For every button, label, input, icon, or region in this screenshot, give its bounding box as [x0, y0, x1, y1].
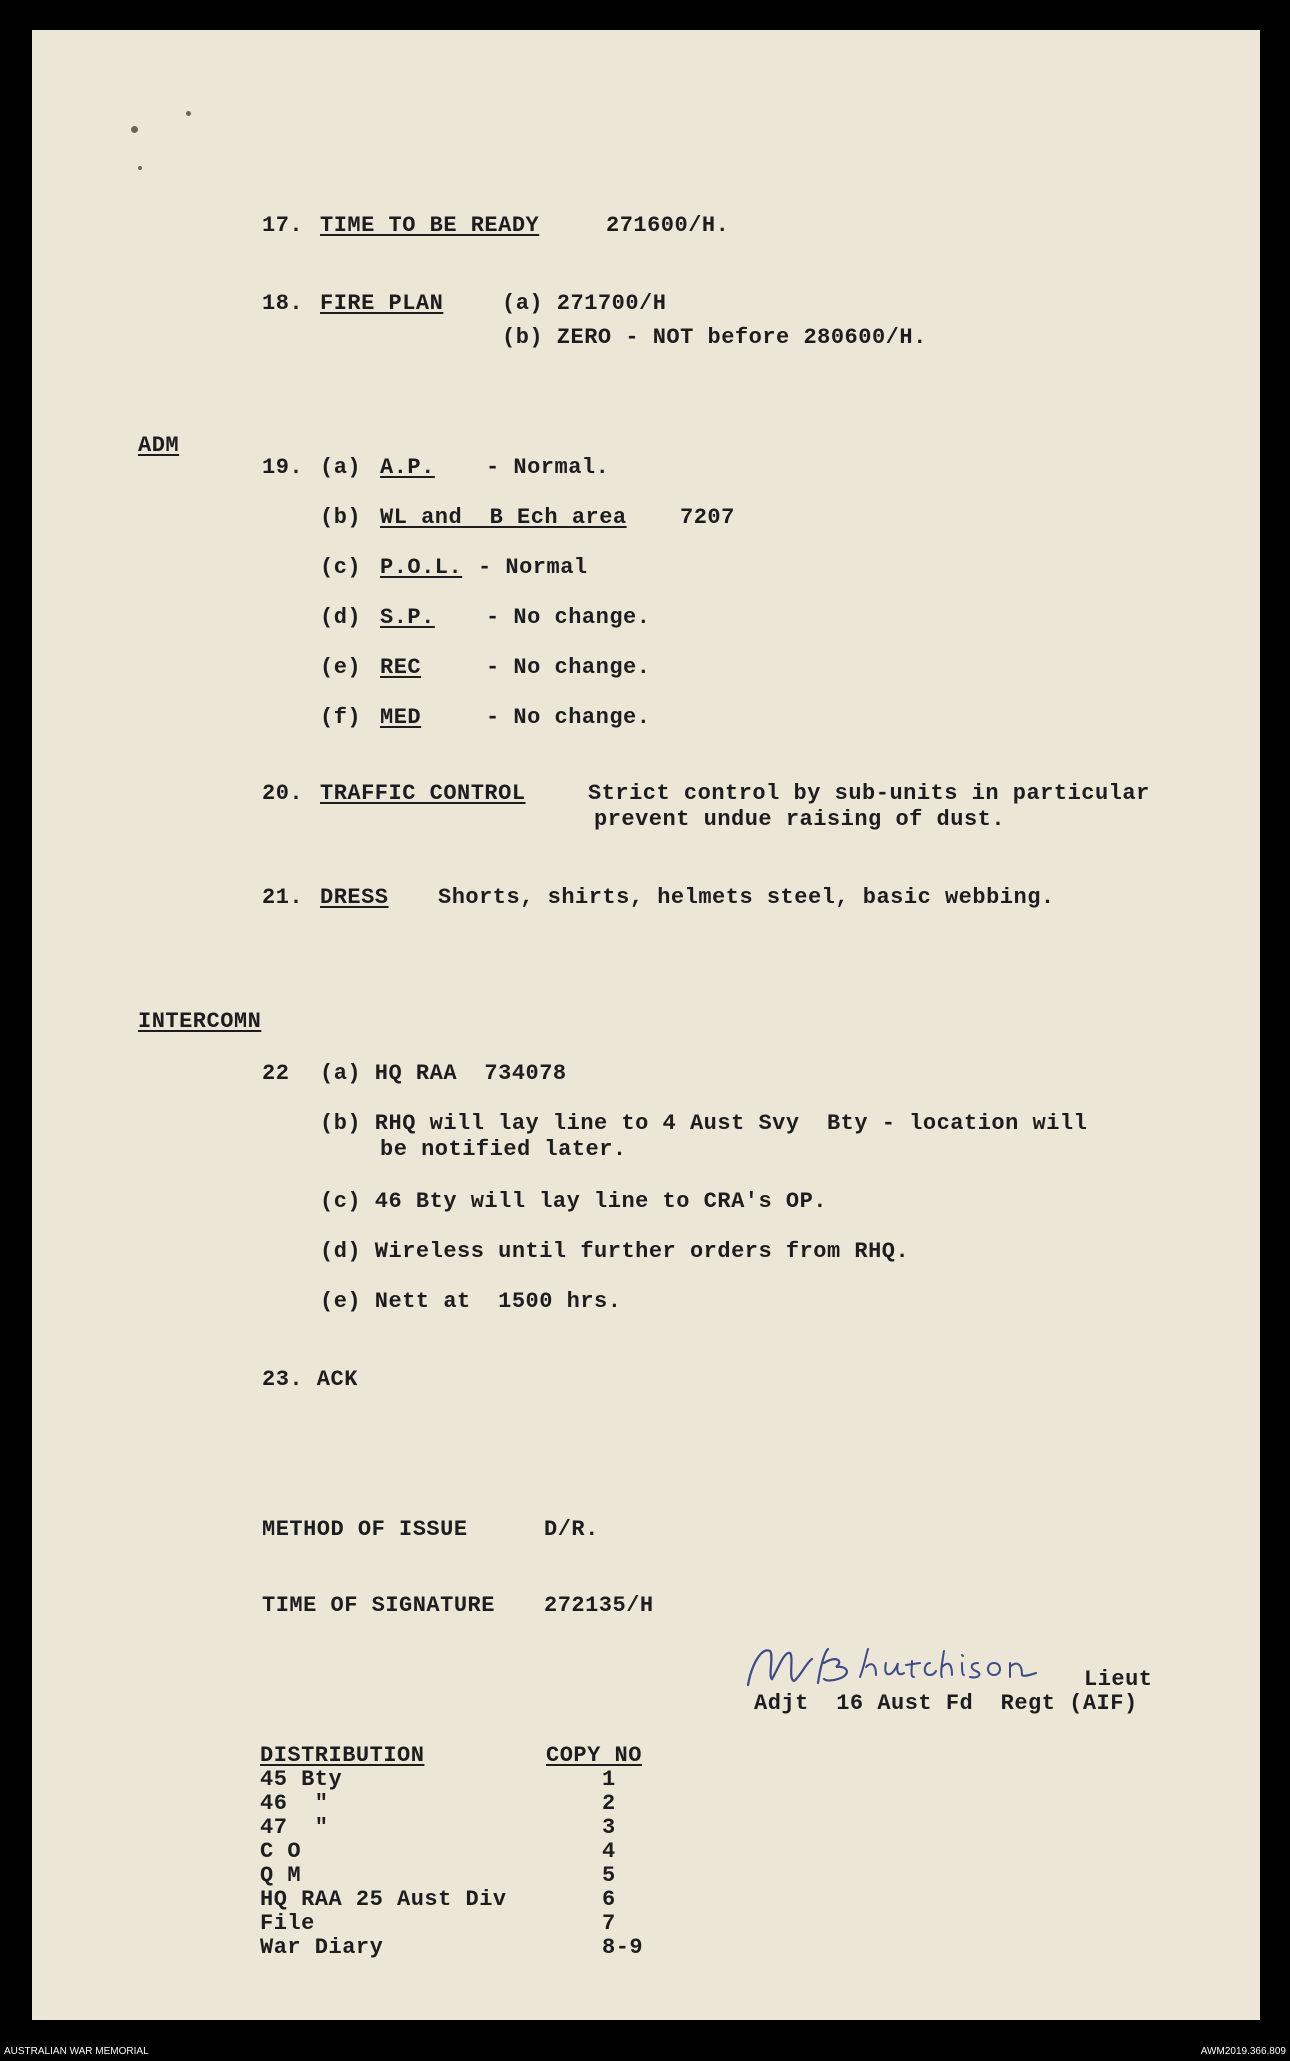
paper-blemish: [131, 126, 138, 133]
distribution-copy-number: 7: [602, 1911, 616, 1936]
item-17-number: 17.: [262, 213, 304, 238]
item-22-number: 22: [262, 1061, 290, 1086]
item-20-number: 20.: [262, 781, 304, 806]
item-19c-heading: P.O.L.: [380, 555, 463, 580]
item-19d-label: (d): [320, 605, 362, 630]
distribution-copy-number: 2: [602, 1791, 616, 1816]
item-19c-value: - Normal: [478, 555, 588, 580]
copy-no-header: COPY NO: [546, 1743, 642, 1768]
item-20-line2: prevent undue raising of dust.: [594, 807, 1006, 832]
distribution-header: DISTRIBUTION: [260, 1743, 425, 1768]
paper-blemish: [186, 111, 191, 116]
item-19a-heading: A.P.: [380, 455, 435, 480]
item-19b-label: (b): [320, 505, 362, 530]
item-18-heading: FIRE PLAN: [320, 291, 444, 316]
item-17-heading: TIME TO BE READY: [320, 213, 540, 238]
item-18-a: (a) 271700/H: [502, 291, 667, 316]
item-21-number: 21.: [262, 885, 304, 910]
item-19a-value: - Normal.: [486, 455, 610, 480]
item-19f-value: - No change.: [486, 705, 651, 730]
item-21-heading: DRESS: [320, 885, 389, 910]
item-19b-value: 7207: [680, 505, 735, 530]
paper-blemish: [138, 166, 142, 170]
item-22b-line2: be notified later.: [380, 1137, 627, 1162]
item-19e-label: (e): [320, 655, 362, 680]
footer-accession-number: AWM2019.366.809: [1200, 2046, 1286, 2057]
item-23: 23. ACK: [262, 1367, 358, 1392]
time-of-signature-value: 272135/H: [544, 1593, 654, 1618]
item-17-value: 271600/H.: [606, 213, 730, 238]
distribution-unit: War Diary: [260, 1935, 384, 1960]
distribution-unit: 47 ": [260, 1815, 329, 1840]
distribution-copy-number: 4: [602, 1839, 616, 1864]
item-19a-label: (a): [320, 455, 362, 480]
item-22a: (a) HQ RAA 734078: [320, 1061, 567, 1086]
item-20-heading: TRAFFIC CONTROL: [320, 781, 526, 806]
item-20-line1: Strict control by sub-units in particular: [588, 781, 1150, 806]
item-21-value: Shorts, shirts, helmets steel, basic webbing.: [438, 885, 1055, 910]
method-of-issue-value: D/R.: [544, 1517, 599, 1542]
method-of-issue-label: METHOD OF ISSUE: [262, 1517, 468, 1542]
distribution-copy-number: 1: [602, 1767, 616, 1792]
distribution-unit: File: [260, 1911, 315, 1936]
adm-heading: ADM: [138, 433, 180, 458]
distribution-unit: 46 ": [260, 1791, 329, 1816]
distribution-unit: C O: [260, 1839, 302, 1864]
signatory-appointment: Adjt 16 Aust Fd Regt (AIF): [754, 1691, 1138, 1716]
distribution-unit: Q M: [260, 1863, 302, 1888]
item-19d-heading: S.P.: [380, 605, 435, 630]
distribution-unit: 45 Bty: [260, 1767, 343, 1792]
intercomn-heading: INTERCOMN: [138, 1009, 262, 1034]
item-18-number: 18.: [262, 291, 304, 316]
time-of-signature-label: TIME OF SIGNATURE: [262, 1593, 495, 1618]
footer-institution: AUSTRALIAN WAR MEMORIAL: [4, 2046, 149, 2057]
distribution-copy-number: 5: [602, 1863, 616, 1888]
item-19e-heading: REC: [380, 655, 422, 680]
item-19c-label: (c): [320, 555, 362, 580]
distribution-copy-number: 8-9: [602, 1935, 644, 1960]
item-22e: (e) Nett at 1500 hrs.: [320, 1289, 622, 1314]
item-19f-heading: MED: [380, 705, 422, 730]
item-22d: (d) Wireless until further orders from RHQ.: [320, 1239, 910, 1264]
item-19e-value: - No change.: [486, 655, 651, 680]
item-19d-value: - No change.: [486, 605, 651, 630]
item-19b-heading: WL and B Ech area: [380, 505, 627, 530]
item-19f-label: (f): [320, 705, 362, 730]
distribution-unit: HQ RAA 25 Aust Div: [260, 1887, 507, 1912]
item-22b-line1: (b) RHQ will lay line to 4 Aust Svy Bty - location will: [320, 1111, 1088, 1136]
item-22c: (c) 46 Bty will lay line to CRA's OP.: [320, 1189, 827, 1214]
item-19-number: 19.: [262, 455, 304, 480]
item-18-b: (b) ZERO - NOT before 280600/H.: [502, 325, 927, 350]
distribution-copy-number: 6: [602, 1887, 616, 1912]
distribution-copy-number: 3: [602, 1815, 616, 1840]
signatory-rank: Lieut: [1084, 1667, 1153, 1692]
